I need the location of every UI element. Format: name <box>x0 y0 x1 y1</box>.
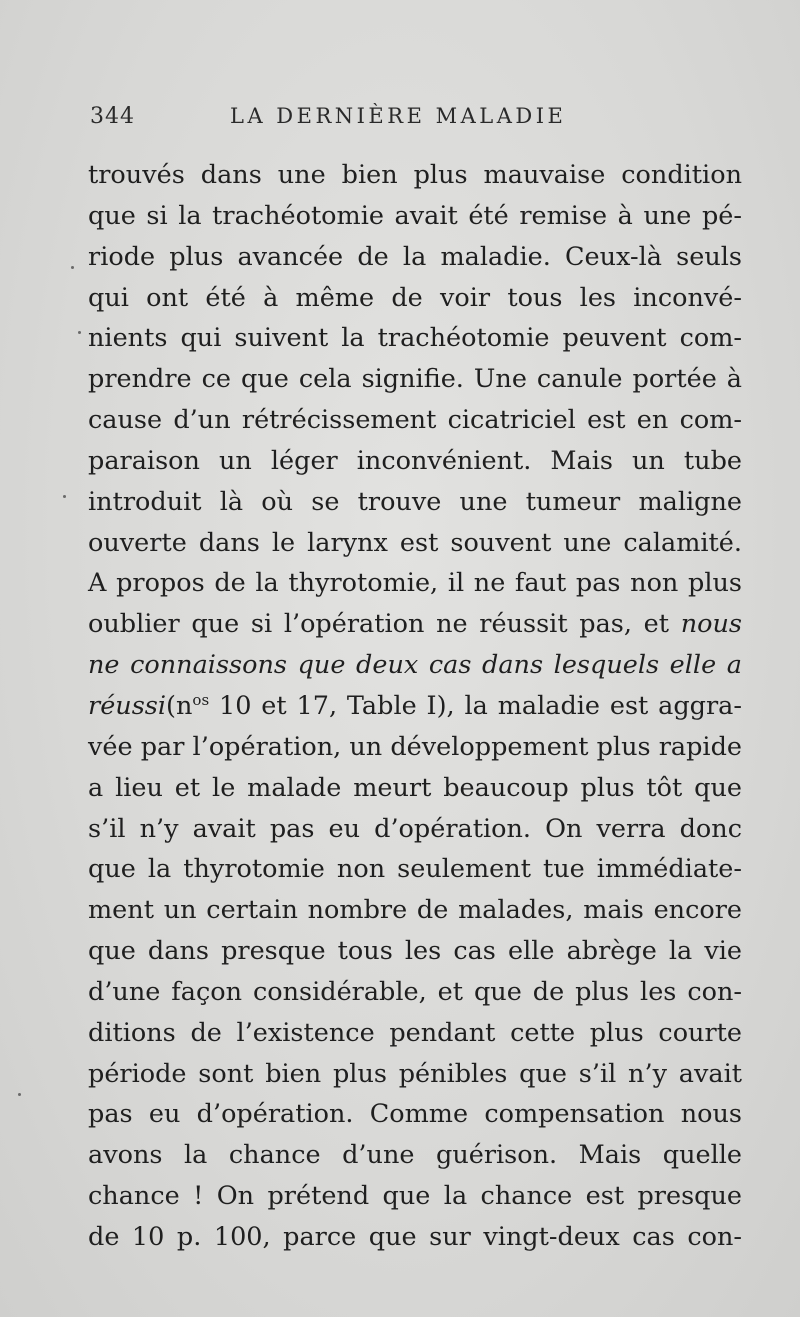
text-line: que dans presque tous les cas elle abrège la vie <box>88 936 742 967</box>
text-line: a lieu et le malade meurt beaucoup plus tôt que <box>88 772 742 803</box>
body-text <box>88 155 742 1258</box>
text-line: pas eu d’opération. Comme compensation nous <box>88 1099 742 1130</box>
paper-speck <box>63 495 66 498</box>
text-line: période sont bien plus pénibles que s’il n’y avait <box>88 1058 742 1089</box>
text-segment: 10 et 17, Table I), la maladie est aggra- <box>219 690 742 721</box>
italic-segment: nous <box>680 609 742 640</box>
text-line: chance ! On prétend que la chance est presque <box>88 1181 742 1212</box>
italic-segment: réussi <box>88 690 167 721</box>
text-segment: (n <box>166 690 193 721</box>
text-line: trouvés dans une bien plus mauvaise condition <box>88 160 742 190</box>
text-line: riode plus avancée de la maladie. Ceux-là seuls <box>88 241 742 272</box>
text-line: de 10 p. 100, parce que sur vingt-deux cas con- <box>88 1221 742 1252</box>
text-line: A propos de la thyrotomie, il ne faut pas non plus <box>88 568 742 599</box>
text-line: ditions de l’existence pendant cette plus courte <box>88 1017 742 1048</box>
text-line: nients qui suivent la trachéotomie peuvent com- <box>88 323 742 354</box>
paper-speck <box>18 1093 21 1096</box>
text-line: cause d’un rétrécissement cicatriciel est en com- <box>88 405 742 436</box>
text-line: d’une façon considérable, et que de plus les con- <box>88 976 742 1007</box>
text-line: ment un certain nombre de malades, mais encore <box>88 895 742 926</box>
text-line: s’il n’y avait pas eu d’opération. On verra donc <box>88 813 742 844</box>
text-line-mixed <box>88 686 742 727</box>
paper-speck <box>71 266 74 269</box>
text-line: qui ont été à même de voir tous les inconvé- <box>88 282 742 313</box>
text-line: vée par l’opération, un développement plus rapide <box>88 731 742 762</box>
text-line: que la thyrotomie non seulement tue immédiate- <box>88 854 742 885</box>
text-segment: oublier que si l’opération ne réussit pas, et <box>88 609 670 640</box>
text-line: ouverte dans le larynx est souvent une calamité. <box>88 527 742 558</box>
chapter-title: LA DERNIÈRE MALADIE <box>230 104 567 128</box>
italic-text-line: ne connaissons que deux cas dans lesquels elle a <box>88 650 742 681</box>
superscript: os <box>192 690 210 709</box>
running-head <box>90 100 730 136</box>
text-line: avons la chance d’une guérison. Mais quelle <box>88 1140 742 1171</box>
text-line-mixed <box>88 604 742 645</box>
text-line: prendre ce que cela signifie. Une canule portée à <box>88 364 742 395</box>
paper-speck <box>78 331 81 334</box>
text-line: que si la trachéotomie avait été remise à une pé- <box>88 200 742 231</box>
text-line: paraison un léger inconvénient. Mais un tube <box>88 445 742 476</box>
text-line: introduit là où se trouve une tumeur maligne <box>88 486 742 517</box>
page-number: 344 <box>90 104 135 129</box>
